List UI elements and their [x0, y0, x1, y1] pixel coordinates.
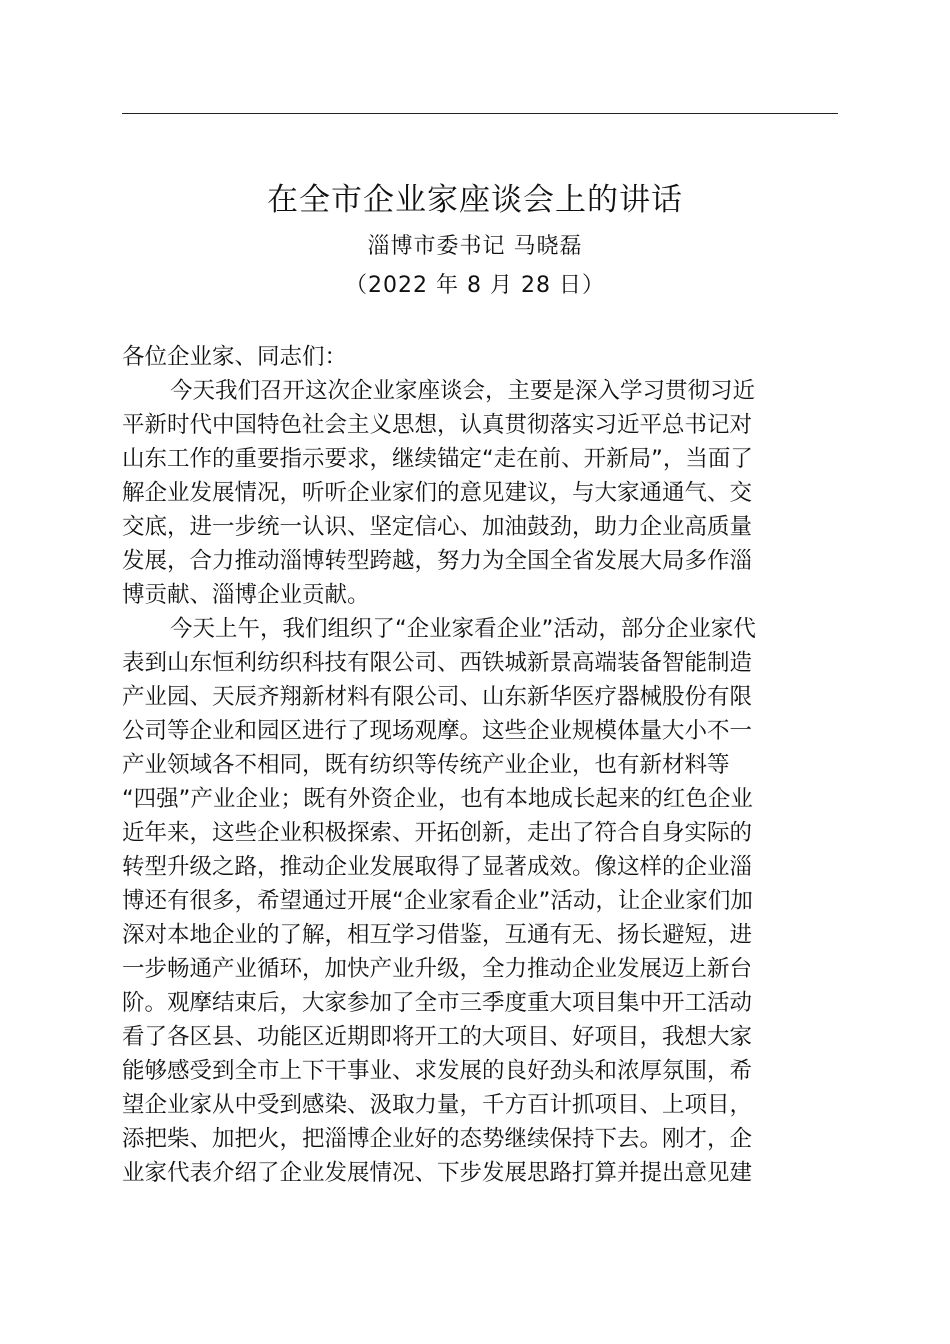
paragraph-2-line: 添把柴、加把火，把淄博企业好的态势继续保持下去。刚才，企: [122, 1126, 753, 1152]
paragraph-2-line: 业家代表介绍了企业发展情况、下步发展思路打算并提出意见建: [122, 1160, 753, 1186]
paragraph-2-line: 产业园、天辰齐翔新材料有限公司、山东新华医疗器械股份有限: [122, 684, 753, 710]
speech-title: 在全市企业家座谈会上的讲话: [267, 182, 683, 218]
paragraph-1-line: 平新时代中国特色社会主义思想，认真贯彻落实习近平总书记对: [122, 412, 753, 438]
paragraph-2-line: 看了各区县、功能区近期即将开工的大项目、好项目，我想大家: [122, 1024, 753, 1050]
paragraph-2-line: 深对本地企业的了解，相互学习借鉴，互通有无、扬长避短，进: [122, 922, 753, 948]
paragraph-2-line: 表到山东恒利纺织科技有限公司、西铁城新景高端装备智能制造: [122, 650, 753, 676]
speech-date: （2022 年 8 月 28 日）: [345, 273, 605, 298]
paragraph-2-line: 一步畅通产业循环，加快产业升级，全力推动企业发展迈上新台: [122, 956, 753, 982]
speech-body: [122, 340, 842, 1190]
paragraph-2-line: “四强”产业企业；既有外资企业，也有本地成长起来的红色企业: [122, 786, 753, 812]
paragraph-1-line: 交底，进一步统一认识、坚定信心、加油鼓劲，助力企业高质量: [122, 514, 753, 540]
paragraph-2-line: 望企业家从中受到感染、汲取力量，千方百计抓项目、上项目，: [122, 1092, 753, 1118]
salutation-line: 各位企业家、同志们：: [122, 344, 348, 370]
speech-author: 淄博市委书记 马晓磊: [367, 234, 583, 259]
header-rule: [122, 113, 838, 114]
paragraph-2-line: 转型升级之路，推动企业发展取得了显著成效。像这样的企业淄: [122, 854, 753, 880]
paragraph-2-line: 今天上午，我们组织了“企业家看企业”活动，部分企业家代: [170, 616, 756, 642]
paragraph-1-line: 山东工作的重要指示要求，继续锚定“走在前、开新局”，当面了: [122, 446, 753, 472]
paragraph-1-line: 今天我们召开这次企业家座谈会，主要是深入学习贯彻习近: [170, 378, 756, 404]
paragraph-2-line: 公司等企业和园区进行了现场观摩。这些企业规模体量大小不一: [122, 718, 753, 744]
paragraph-2-line: 阶。观摩结束后，大家参加了全市三季度重大项目集中开工活动: [122, 990, 753, 1016]
paragraph-1-line: 博贡献、淄博企业贡献。: [122, 582, 370, 608]
paragraph-2-line: 产业领域各不相同，既有纺织等传统产业企业，也有新材料等: [122, 752, 730, 778]
paragraph-2-line: 近年来，这些企业积极探索、开拓创新，走出了符合自身实际的: [122, 820, 753, 846]
paragraph-1-line: 解企业发展情况，听听企业家们的意见建议，与大家通通气、交: [122, 480, 753, 506]
paragraph-1-line: 发展，合力推动淄博转型跨越，努力为全国全省发展大局多作淄: [122, 548, 753, 574]
paragraph-2-line: 能够感受到全市上下干事业、求发展的良好劲头和浓厚氛围，希: [122, 1058, 753, 1084]
paragraph-2-line: 博还有很多，希望通过开展“企业家看企业”活动，让企业家们加: [122, 888, 753, 914]
